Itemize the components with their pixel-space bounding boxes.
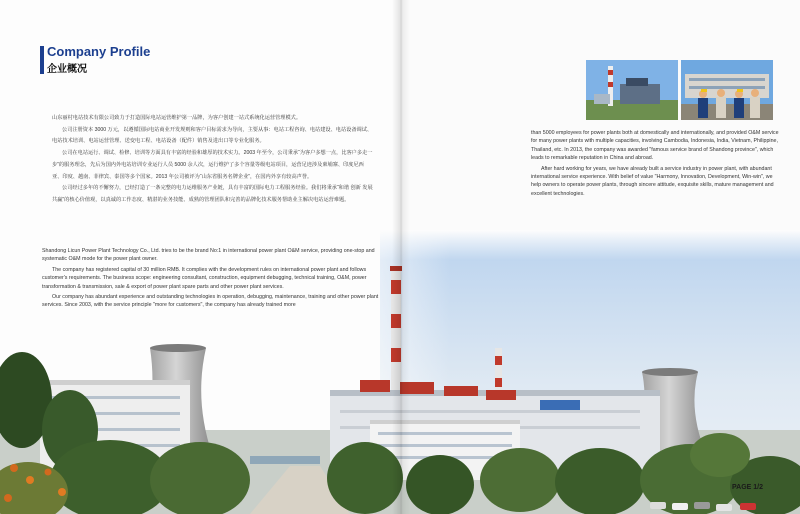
english-paragraph: Shandong Licun Power Plant Technology Co., Ltd. tries to be the brand No:1 in international power plant O&M service, providing one-stop and systematic O&M mode for the power plant owner. [42,248,375,263]
workers-photo-thumbnail [681,60,773,120]
chinese-paragraph: 公司在电站运行、调试、检修、培训等方面具有丰富的经验和雄厚的技术实力。2003 年至今，公司秉承“为客户多想一点，比客户多走一步”的服务理念，先后为国内外电站培训专业运行人员 5000 余人次，运行维护了多个容量等级电站项目，运营足迹涉及柬埔寨、印度尼西亚、印度、越南、菲律宾、泰国等多个国家。2013 年公司被评为“山东省服务名牌企业”，在国内外享有较高声誉。 [52,150,373,180]
plant-photo-thumbnail [586,60,678,120]
chinese-paragraph: 公司经过多年的不懈努力，已经打造了一条完整的电力运维服务产业链，具有丰富的国际电力工程服务经验。我们将秉承“和谐 创新 发展 共赢”的核心价值观，以真诚的工作态度、精湛的业务技能、成熟的管理团队和完善的品牌化技术服务帮助业主解决电站运营难题。 [52,185,373,203]
chinese-paragraph: 山东丽村电站技术有限公司致力于打造国际电站运营维护第一品牌，为客户创建一站式系统化运营管理模式。 [52,115,302,121]
page-number: PAGE 1/2 [732,484,763,491]
english-paragraph: After hard working for years, we have already built a service industry in power plant, with abundant international service experience. With belief of value "Harmony, Innovation, Development, Win-win", we help owners to operate power plants, through sincere attitude, exquisite skills, mature management and excellent technologies. [531,165,774,197]
page-title: Company Profile [47,44,151,59]
center-fold [392,0,410,514]
english-paragraph: The company has registered capital of 30 million RMB. It complies with the development rules on international power plant and follows customer's requirements. The business scope: engineering consultant, construction, equipment debugging, technical training, O&M, power transformation & transmission, sale & export of power plant spare parts and other power plant services. [42,266,367,290]
title-accent-bar [40,46,44,74]
page-title-chinese: 企业概况 [47,64,87,75]
english-text-right [531,129,783,200]
chinese-paragraph: 公司注册资本 3000 万元，以遵循国际电站商业开发规则和客户目标需求为导向，主要从事：电站工程咨询、电站建设、电站设备调试、电站技术培训、电站运营管理、送变电工程、电站设备（配件）销售及进出口等专业化服务。 [52,126,373,145]
english-paragraph: than 5000 employees for power plants both at domestically and internationally, and provided O&M service for many power plants with multiple capacities, involving Cambodia, Indonesia, India, Vietnam, Philippine, Thailand, etc. In 2013, the company was awarded "famous service brand of Shandong province", which leads to remarkable reputation in China and abroad. [531,130,779,162]
chinese-text-block [52,113,374,207]
english-text-left [42,247,380,312]
english-paragraph: Our company has abundant experience and outstanding technologies in operation, debugging, maintenance, training and other power plant services. Since 2003, with the service principle "more for customers", the company has already trained more [42,294,379,309]
